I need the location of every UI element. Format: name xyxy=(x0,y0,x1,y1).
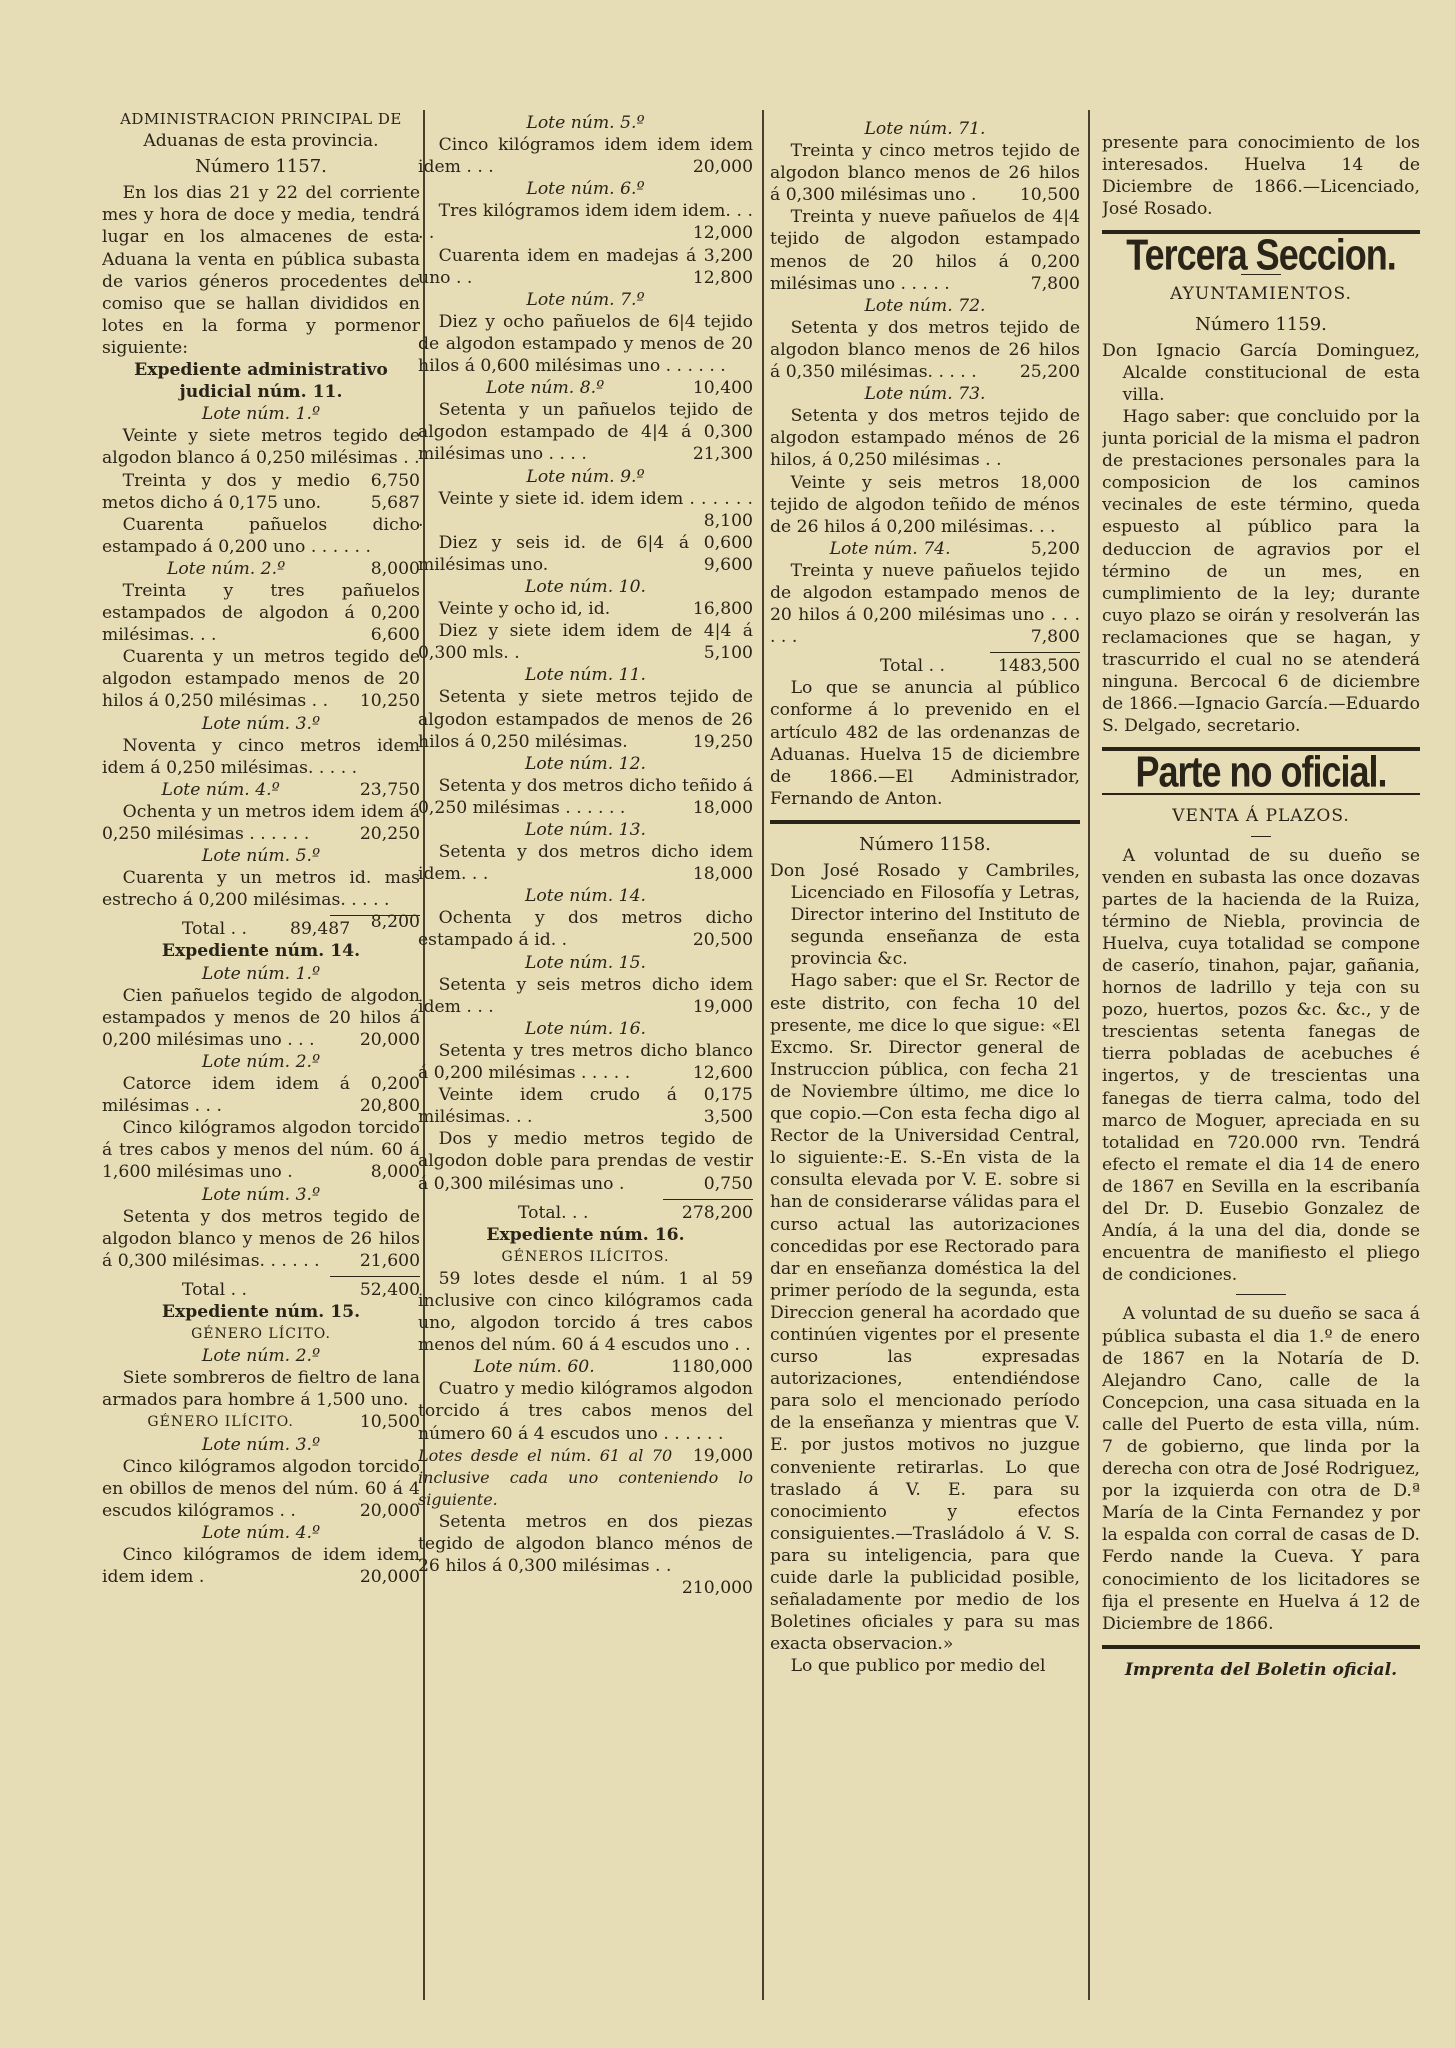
lote-label: Lote núm. 5.º xyxy=(526,113,645,133)
total-value: 89,487 xyxy=(290,919,351,940)
closing-text: Lo que se anuncia al público conforme á lo prevenido en el artículo 482 de las ordenanzas de Aduanas. Huelva 15 de diciembre de 1866.—El Administrador, Fernando de Anton. xyxy=(770,678,1080,809)
section-rule xyxy=(1102,1645,1420,1649)
continued-text: presente para conocimiento de los interesados. Huelva 14 de Diciembre de 1866.—Licenciado, José Rosado. xyxy=(1102,133,1420,220)
lot-value: 9,600 xyxy=(703,554,753,575)
lot-item xyxy=(770,405,1080,493)
lot-text: Setenta y un pañuelos tejido de algodon estampado de 4|4 á 0,300 milésimas uno . . . . xyxy=(418,400,753,465)
lot-item xyxy=(418,488,753,532)
lot-item xyxy=(418,974,753,1018)
lot-value: 3,500 xyxy=(703,1107,753,1128)
lot-value: 1180,000 xyxy=(670,1357,753,1378)
lot-value: 8,000 xyxy=(370,1162,420,1183)
lot-item xyxy=(102,985,420,1051)
lot-text: Setenta y tres metros dicho blanco á 0,200 milésimas . . . . . xyxy=(418,1040,753,1084)
lot-value: 18,000 xyxy=(692,797,753,818)
lot-value: 20,500 xyxy=(692,930,753,951)
lot-text: Ochenta y dos metros dicho estampado á id. . xyxy=(418,908,753,951)
lote-label: Lote núm. 1.º xyxy=(201,963,321,984)
column-1 xyxy=(102,108,420,2008)
lot-text: Cuatro y medio kilógramos algodon torcido á tres cabos menos del número 60 á 4 escudos uno . . . . . . xyxy=(418,1379,753,1444)
lot-text: Veinte y siete metros tegido de algodon blanco á 0,250 milésimas . . xyxy=(102,426,420,469)
subhead-venta: VENTA Á PLAZOS. xyxy=(1172,806,1350,827)
lot-text: Veinte y seis metros tejido de algodon teñido de ménos de 26 hilos á 0,200 milésimas. . . xyxy=(770,472,1080,537)
lot-text: Diez y siete idem idem de 4|4 á 0,300 mls. . xyxy=(418,621,753,664)
genero-label: GÉNERO LÍCITO. xyxy=(191,1326,331,1343)
column-3-lots xyxy=(770,118,1080,648)
lot-text: Treinta y nueve pañuelos tejido de algodon estampado menos de 20 hilos á 0,200 milésimas uno . . . . . . xyxy=(770,560,1080,648)
total-value: 52,400 xyxy=(359,1279,420,1300)
lote-label: Lote núm. 3.º xyxy=(201,1434,321,1455)
lot-value: 20,000 xyxy=(692,157,753,178)
lote-label: Lote núm. 72. xyxy=(864,295,986,316)
lot-value: 18,000 xyxy=(1019,472,1080,493)
lot-item xyxy=(102,801,420,845)
lot-item xyxy=(102,1073,420,1117)
lote-label: Lote núm. 1.º xyxy=(201,404,321,425)
lot-value: 5,687 xyxy=(370,492,420,513)
lot-text: 59 lotes desde el núm. 1 al 59 inclusive con cinco kilógramos cada uno, algodon torcido á tres cabos menos del núm. 60 á 4 escudos uno . . xyxy=(418,1268,753,1356)
lote-label: Lote núm. 10. xyxy=(524,576,646,597)
lot-value: 10,500 xyxy=(1019,185,1080,206)
lot-text: Noventa y cinco metros idem idem á 0,250 milésimas. . . . . xyxy=(102,735,420,778)
lote-label: Lote núm. 2.º xyxy=(167,558,286,579)
lot-value: 18,000 xyxy=(692,864,753,885)
total-value: 1483,500 xyxy=(997,656,1080,677)
intro-text: En los dias 21 y 22 del corriente mes y hora de doce y media, tendrá lugar en los almacenes de esta Aduana la venta en pública subasta de varios géneros procedentes de comiso que se hallan divididos en lotes en la forma y pormenor siguiente: xyxy=(102,183,420,358)
lot-value: 10,500 xyxy=(359,1412,420,1433)
sum-rule xyxy=(990,652,1080,653)
lot-value: 0,750 xyxy=(703,1173,753,1194)
lot-item xyxy=(418,841,753,885)
lote-label: Lote núm. 2.º xyxy=(201,1346,321,1367)
lote-label: Lote núm. 2.º xyxy=(201,1051,321,1072)
lot-item xyxy=(418,775,753,819)
lot-text: Diez y seis id. de 6|4 á 0,600 milésimas uno. xyxy=(418,532,753,575)
lot-value: 21,300 xyxy=(692,444,753,465)
lot-text: Treinta y dos y medio metos dicho á 0,175 uno. xyxy=(102,470,351,513)
lot-value: 16,800 xyxy=(692,599,753,620)
venta-notice-2: A voluntad de su dueño se saca á pública subasta el dia 1.º de enero de 1867 en la Notaría de D. Alejandro Cano, calle de la Concepcion, una casa situada en la calle del Puerto de esta villa, núm. 7 de gobierno, que linda por la derecha con otra de José Rodriguez, por la izquierda con otra de D.ª María de la Cinta Fernandez y por la espalda con corral de casas de D. Ferdo nande la Cueva. Y para conocimiento de los licitadores se fija el presente en Huelva á 12 de Diciembre de 1866. xyxy=(1102,1304,1420,1634)
lot-value: 20,000 xyxy=(359,1567,420,1588)
genero-label: GÉNEROS ILÍCITOS. xyxy=(501,1248,670,1265)
lot-item xyxy=(770,140,1080,206)
lot-item xyxy=(102,1456,420,1522)
lote-label: Lote núm. 4.º xyxy=(201,1522,321,1543)
lot-text: Setenta y siete metros tejido de algodon estampados de menos de 26 hilos á 0,250 milésimas. xyxy=(418,687,753,752)
column-2 xyxy=(418,112,753,2008)
lot-value: 19,250 xyxy=(692,731,753,752)
lot-text: Cuarenta y un metros tegido de algodon estampado menos de 20 hilos á 0,250 milésimas . . xyxy=(102,647,420,712)
section-heading-tercera: Tercera Seccion. xyxy=(1126,230,1396,280)
lot-item xyxy=(102,1206,420,1272)
expediente-title: Expediente núm. 15. xyxy=(161,1301,361,1322)
section-heading-parte: Parte no oficial. xyxy=(1135,747,1387,797)
lote-label: Lote núm. 60. xyxy=(473,1357,595,1378)
column-4 xyxy=(1102,132,1420,2008)
lot-item xyxy=(770,560,1080,648)
lot-text: Diez y ocho pañuelos de 6|4 tejido de algodon estampado y menos de 20 hilos á 0,600 milésimas uno . . . . . . xyxy=(418,311,753,377)
lote-label: Lote núm. 5.º xyxy=(201,846,321,867)
total-row xyxy=(770,655,1080,677)
lot-item xyxy=(418,1511,753,1599)
lot-item xyxy=(102,1544,420,1588)
lot-text: Veinte y ocho id, id. xyxy=(438,599,611,620)
lot-value: 5,100 xyxy=(703,643,753,664)
expediente-14-lots xyxy=(102,963,420,1272)
lote-label: Lote núm. 3.º xyxy=(201,1184,321,1205)
lot-item xyxy=(418,620,753,664)
total-label: Total . . xyxy=(182,1279,247,1300)
lot-item xyxy=(418,1084,753,1128)
lot-value: 8,100 xyxy=(703,510,753,531)
lot-value: 20,800 xyxy=(359,1096,420,1117)
decree-body: Hago saber: que el Sr. Rector de este distrito, con fecha 10 del presente, me dice lo que sigue: «El Excmo. Sr. Director general de Instruccion pública, con fecha 21 de Noviembre último, me dice lo que copio.—Con esta fecha digo al Rector de la Universidad Central, lo siguiente:-E. S.-En vista de la consulta elevada por V. E. sobre si han de considerarse válidas para el curso actual las autorizaciones concedidas por ese Rectorado para dar en enseñanza doméstica la del primer período de la segunda, esta Direccion general ha acordado que continúen vigentes por el presente curso las expresadas autorizaciones, entendiéndose para solo el mencionado período de la enseñanza y mientras que V. E. por justos motivos no juzgue conveniente retirarlas. Lo que traslado á V. E. para su conocimiento y efectos consiguientes.—Trasládolo á V. S. para su inteligencia, para que cuide darle la publicidad posible, señaladamente por medio de los Boletines oficiales y para su mas exacta observacion.» xyxy=(770,971,1080,1655)
lote-label: Lote núm. 16. xyxy=(524,1018,646,1039)
lot-text: Catorce idem idem á 0,200 milésimas . . . xyxy=(102,1074,420,1117)
short-rule xyxy=(1236,1294,1286,1295)
lot-text: Cuarenta pañuelos dicho estampado á 0,200 uno . . . . . . xyxy=(102,514,420,557)
lot-item xyxy=(418,1040,753,1084)
lot-text: Cuarenta idem en madejas á 3,200 uno . . xyxy=(418,245,753,288)
lot-item xyxy=(102,580,420,646)
lot-text: Tres kilógramos idem idem idem. . . . . xyxy=(418,201,753,244)
lote-label: Lote núm. 12. xyxy=(524,753,646,774)
lot-value: 6,600 xyxy=(370,625,420,646)
lot-value: 10,250 xyxy=(359,691,420,712)
lot-value: 20,000 xyxy=(359,1029,420,1050)
announcement-number: Número 1158. xyxy=(859,833,991,855)
lot-text: Treinta y cinco metros tejido de algodon blanco menos de 26 hilos á 0,300 milésimas uno . xyxy=(770,141,1080,206)
lot-text: Setenta y dos metros tejido de algodon estampado ménos de 26 hilos, á 0,250 milésimas . . xyxy=(770,406,1080,471)
lot-item xyxy=(418,1128,753,1194)
lot-text: Setenta y dos metros dicho idem idem. . . xyxy=(418,842,753,885)
lot-value: 12,600 xyxy=(692,1063,753,1084)
total-label: Total . . xyxy=(880,656,945,677)
total-label: Total . . xyxy=(182,919,247,940)
total-row xyxy=(418,1202,753,1224)
announcement-number: Número 1157. xyxy=(195,156,327,178)
lot-value: 12,000 xyxy=(692,223,753,244)
lot-item xyxy=(418,245,753,289)
notice-body: Hago saber: que concluido por la junta poricial de la misma el padron de prestaciones personales para la composicion de los caminos vecinales de este término, queda espuesto al público para la deduccion de agravios por el término de un mes, en cumplimiento de la ley; durante cuyo plazo se oirán y resolverán las reclamaciones que se hagan, y trascurrido el cual no se atenderá ninguna. Bercocal 6 de diciembre de 1866.—Ignacio García.—Eduardo S. Delgado, secretario. xyxy=(1102,406,1420,737)
lotes-range-note: Lotes desde el núm. 61 al 70 inclusive cada uno conteniendo lo siguiente. xyxy=(418,1445,753,1509)
lot-item xyxy=(770,206,1080,294)
printer-footer: Imprenta del Boletin oficial. xyxy=(1124,1659,1398,1680)
sum-rule xyxy=(330,1276,420,1277)
lot-item xyxy=(770,317,1080,383)
column-3 xyxy=(770,118,1080,2008)
lote-label: Lote núm. 11. xyxy=(524,665,646,686)
subhead-ayuntamientos: AYUNTAMIENTOS. xyxy=(1170,284,1352,305)
lot-text: Setenta y dos metros tejido de algodon blanco menos de 26 hilos á 0,350 milésimas. . . . . xyxy=(770,317,1080,383)
column-rule xyxy=(1088,110,1090,2000)
lote-label: Lote núm. 6.º xyxy=(526,179,645,200)
lot-value: 6,750 xyxy=(370,470,420,491)
lot-value: 20,250 xyxy=(359,824,420,844)
lot-value: 20,000 xyxy=(359,1500,420,1521)
lot-value: 12,800 xyxy=(692,267,753,288)
lot-value: 21,600 xyxy=(359,1250,420,1271)
lot-text: Setenta y dos metros dicho teñido á 0,250 milésimas . . . . . . xyxy=(418,775,753,818)
lot-item xyxy=(418,200,753,244)
lote-label: Lote núm. 74. xyxy=(829,538,951,559)
lot-text: Veinte y siete id. idem idem . . . . . . . xyxy=(418,488,753,531)
lot-item xyxy=(102,1117,420,1183)
decree-tail: Lo que publico por medio del xyxy=(790,1656,1046,1677)
lot-value: 19,000 xyxy=(692,1445,753,1466)
lot-text: Cuarenta y un metros id. mas estrecho á 0,200 milésimas. . . . . xyxy=(102,868,420,911)
lot-item xyxy=(418,907,753,951)
expediente-title: Expediente núm. 16. xyxy=(486,1224,685,1245)
lot-text: Treinta y nueve pañuelos de 4|4 tejido de algodon estampado menos de 20 hilos á 0,200 milésimas uno . . . . . xyxy=(770,207,1080,294)
expediente-title: Expediente administrativo judicial núm. 11. xyxy=(134,360,388,403)
lot-text: Ochenta y un metros idem idem á 0,250 milésimas . . . . . . xyxy=(102,801,420,844)
lot-value: 8,200 xyxy=(370,912,420,933)
total-label: Total. . . xyxy=(518,1202,589,1223)
lot-text: Setenta metros en dos piezas tegido de algodon blanco ménos de 26 hilos á 0,300 milésimas . . xyxy=(418,1511,753,1577)
venta-notice-1: A voluntad de su dueño se venden en subasta las once dozavas partes de la hacienda de la Ruiza, término de Niebla, provincia de Huelva, cuya totalidad se compone de caserío, tinahon, pajar, gañania, hornos de ladrillo y teja con su pozo, huertos, pozos &c. &c., y de trescientas setenta fanegas de tierra pobladas de acebuches é ingertos, y de trescientas una fanegas de tierra calma, todo del marco de Moguer, apreciada en su totalidad en 720.000 rvn. Tendrá efecto el remate el dia 14 de enero de 1867 en Sevilla en la escribanía del Dr. D. Eusebio Gonzalez de Andía, á la una del dia, donde se encuentra de manifiesto el pliego de condiciones. xyxy=(1102,845,1420,1286)
lote-label: Lote núm. 13. xyxy=(524,820,646,840)
announcement-number: Número 1159. xyxy=(1195,313,1327,335)
lot-value: 25,200 xyxy=(1019,362,1080,383)
lote-label: Lote núm. 14. xyxy=(524,886,646,907)
lot-item xyxy=(102,425,420,491)
lot-text: Cinco kilógramos algodon torcido en obillos de menos del núm. 60 á 4 escudos kilógramos . . xyxy=(102,1456,420,1521)
total-row xyxy=(102,1279,420,1301)
lot-item xyxy=(102,646,420,712)
lot-text: Cien pañuelos tegido de algodon estampados y menos de 20 hilos á 0,200 milésimas uno . . . xyxy=(102,985,420,1050)
lot-value: 10,400 xyxy=(692,378,753,399)
lot-item xyxy=(418,1378,753,1466)
lote-label: Lote núm. 8.º xyxy=(486,378,605,399)
lot-text: Treinta y tres pañuelos estampados de algodon á 0,200 milésimas. . . xyxy=(102,580,420,646)
lote-label: Lote núm. 4.º xyxy=(161,779,280,800)
genero-label: GÉNERO ILÍCITO. xyxy=(147,1414,294,1431)
column-2-lots xyxy=(418,112,753,1195)
lot-text: Dos y medio metros tegido de algodon doble para prendas de vestir á 0,300 milésimas uno . xyxy=(418,1129,753,1194)
lot-text: Cinco kilógramos algodon torcido á tres cabos y menos del núm. 60 á 1,600 milésimas uno . xyxy=(102,1118,420,1183)
total-row xyxy=(102,918,350,940)
lot-value: 210,000 xyxy=(681,1578,753,1599)
lot-item xyxy=(418,399,753,465)
lot-value: 7,800 xyxy=(1030,627,1080,648)
lote-label: Lote núm. 7.º xyxy=(526,289,645,310)
lot-value: 23,750 xyxy=(359,779,420,800)
lot-item xyxy=(418,532,753,576)
section-rule xyxy=(770,820,1080,824)
lot-value: 19,000 xyxy=(692,996,753,1017)
short-rule xyxy=(1251,836,1271,837)
lot-text: Siete sombreros de fieltro de lana armados para hombre á 1,500 uno. xyxy=(102,1368,420,1411)
column-rule xyxy=(762,110,764,2000)
lot-value: 7,800 xyxy=(1030,273,1080,294)
lot-text: Cinco kilógramos idem idem idem idem . . . xyxy=(418,135,753,178)
lote-label: Lote núm. 3.º xyxy=(201,713,321,734)
lot-text: Setenta y seis metros dicho idem idem . . . xyxy=(418,974,753,1017)
lote-label: Lote núm. 71. xyxy=(864,119,986,139)
lote-label: Lote núm. 73. xyxy=(864,384,986,405)
lot-value: 5,200 xyxy=(1030,538,1080,559)
lot-text: Cinco kilógramos de idem idem idem idem . xyxy=(102,1545,420,1588)
expediente-title: Expediente núm. 14. xyxy=(161,941,361,962)
lot-item xyxy=(418,686,753,752)
lote-label: Lote núm. 9.º xyxy=(526,466,645,487)
lot-text: Setenta y dos metros tegido de algodon blanco y menos de 26 hilos á 0,300 milésimas. . . . . . xyxy=(102,1206,420,1271)
person-title: Don Ignacio García Dominguez, Alcalde constitucional de esta villa. xyxy=(1102,340,1420,405)
lote-label: Lote núm. 15. xyxy=(524,952,646,973)
lot-item xyxy=(418,598,753,620)
header-aduanas: Aduanas de esta provincia. xyxy=(143,131,379,152)
lot-value: 8,000 xyxy=(370,558,420,579)
total-value: 278,200 xyxy=(681,1202,753,1223)
header-admin: ADMINISTRACION PRINCIPAL DE xyxy=(120,110,402,128)
lot-text: Veinte idem crudo á 0,175 milésimas. . . xyxy=(418,1085,753,1128)
person-title: Don José Rosado y Cambriles, Licenciado en Filosofía y Letras, Director interino del Instituto de segunda enseñanza de esta provincia &c. xyxy=(770,861,1080,970)
lot-item xyxy=(418,134,753,178)
sum-rule xyxy=(663,1199,753,1200)
